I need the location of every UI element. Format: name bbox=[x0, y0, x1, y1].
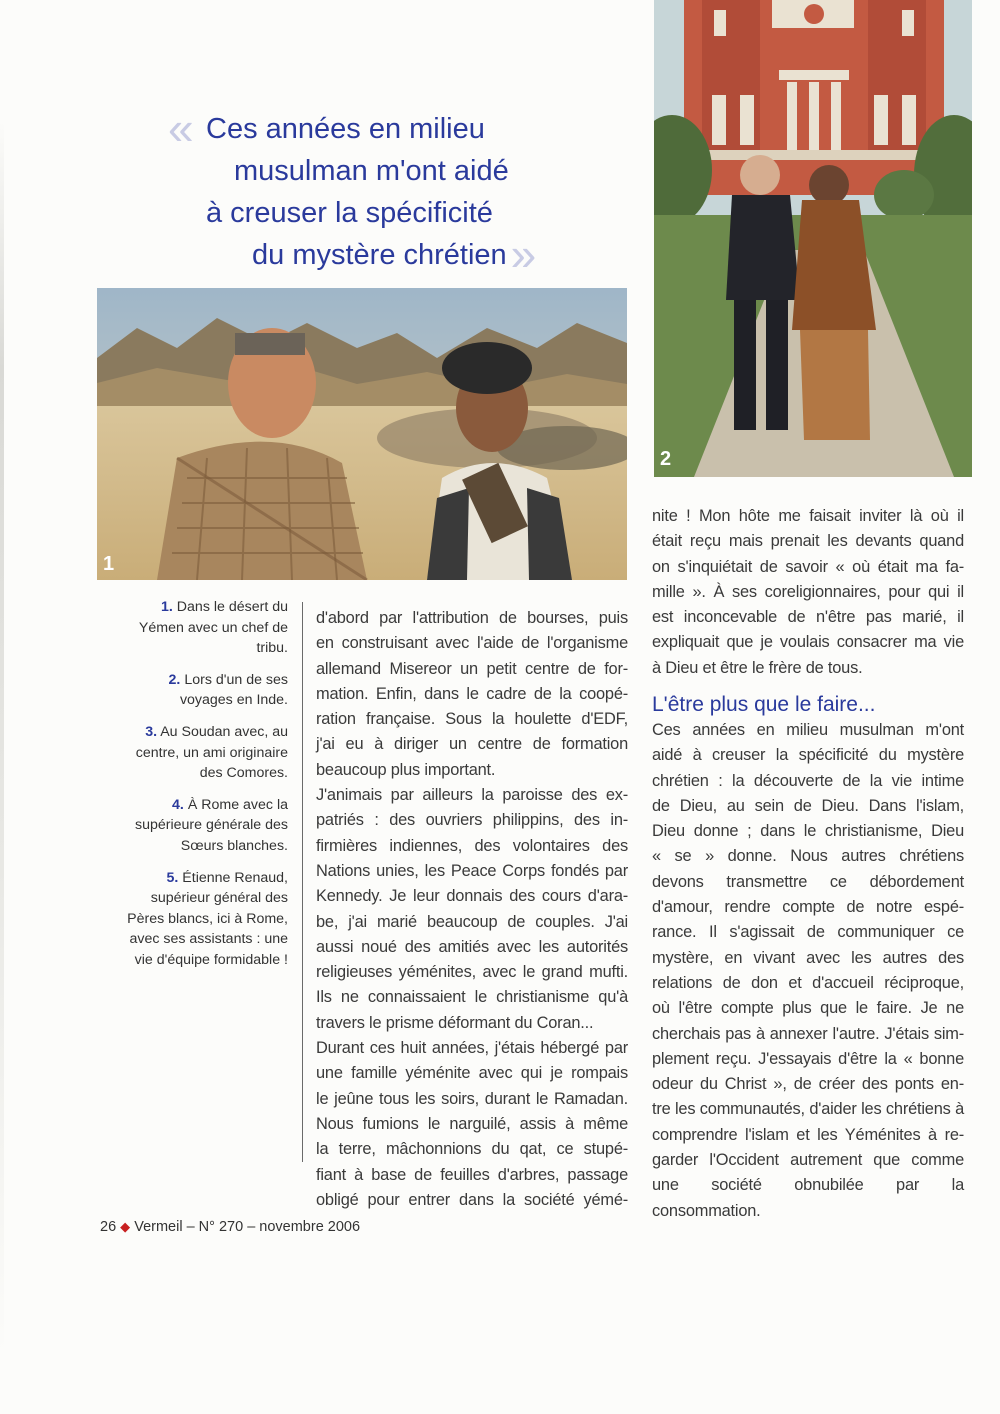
body-line: tre les communautés, d'aider les chrétiens à bbox=[652, 1100, 964, 1119]
caption-item bbox=[120, 795, 288, 857]
body-line: fiant à base de feuilles d'arbres, passage bbox=[316, 1165, 628, 1184]
body-line: en construisant avec l'aide de l'organisme bbox=[316, 634, 628, 653]
body-line: une famille yéménite avec qui je rompais bbox=[316, 1064, 628, 1083]
caption-number: 3. bbox=[145, 723, 158, 740]
body-line: Nations unies, les Peace Corps fondés par bbox=[316, 861, 628, 880]
photo-yemen-desert bbox=[97, 288, 627, 580]
body-line: expliquait que je voulais consacrer ma vie bbox=[652, 633, 964, 652]
article-column-right-lower bbox=[652, 718, 964, 1224]
page-footer bbox=[100, 1219, 360, 1235]
body-line: beaucoup plus important. bbox=[316, 760, 496, 779]
body-line: odeur du Christ », de créer des ponts en- bbox=[652, 1075, 964, 1094]
page-number: 26 bbox=[100, 1219, 117, 1235]
body-line: Ils ne connaissaient le christianisme qu'à bbox=[316, 988, 628, 1007]
pull-quote-line bbox=[168, 228, 548, 280]
body-line: est inconcevable de n'être pas marié, il bbox=[652, 608, 964, 627]
body-line: une société obnubilée par la consommation. bbox=[652, 1176, 964, 1220]
caption-text: Au Soudan avec, au centre, un ami originaire des Comores. bbox=[135, 723, 288, 782]
section-subheading: L'être plus que le faire... bbox=[652, 693, 876, 716]
body-line: « se » donne. Nous autres chrétiens bbox=[652, 847, 964, 866]
body-line: le jeûne tous les soirs, durant le Ramadan. bbox=[316, 1089, 628, 1108]
photo-captions bbox=[120, 597, 288, 982]
body-line: Ces années en milieu musulman m'ont bbox=[652, 721, 964, 739]
article-column-right bbox=[652, 504, 964, 681]
body-line: mation. Enfin, dans le cadre de la coopé- bbox=[316, 684, 628, 703]
close-quote-mark: » bbox=[510, 228, 537, 280]
body-line: comprendre l'islam et les Yéménites à re- bbox=[652, 1125, 964, 1144]
body-line: firmières indiennes, des volontaires des bbox=[316, 836, 628, 855]
body-line: ration française. Sous la houlette d'EDF, bbox=[316, 710, 628, 729]
body-line: Durant ces huit années, j'étais hébergé par bbox=[316, 1039, 628, 1058]
body-line: on s'inquiétait de savoir « où était ma fa- bbox=[652, 557, 964, 576]
caption-number: 5. bbox=[166, 869, 179, 886]
body-line: rance. Il s'agissait de communiquer ce bbox=[652, 923, 964, 942]
pull-quote-line: à creuser la spécificité bbox=[206, 197, 493, 229]
body-line: devons transmettre ce débordement bbox=[652, 872, 964, 891]
body-line: patriés : des ouvriers philippins, des in- bbox=[316, 811, 628, 830]
body-line: Nous fumions le narguilé, assis à même bbox=[316, 1114, 628, 1133]
caption-item bbox=[120, 597, 288, 659]
body-line: travers le prisme déformant du Coran... bbox=[316, 1013, 594, 1032]
body-line: était reçu mais prenait les devants quand bbox=[652, 532, 964, 551]
caption-text: Dans le désert du Yémen avec un chef de tribu. bbox=[138, 599, 288, 657]
body-line: d'amour, rendre compte de notre espé- bbox=[652, 898, 964, 917]
body-line: Kennedy. Je leur donnais des cours d'ara- bbox=[316, 887, 628, 906]
scan-edge bbox=[0, 120, 4, 1360]
pull-quote bbox=[168, 102, 548, 280]
body-line: mystère, en vivant avec les autres des bbox=[652, 948, 964, 967]
caption-number: 2. bbox=[168, 671, 181, 688]
body-line: cherchais pas à annexer l'autre. J'étais sim- bbox=[652, 1024, 964, 1043]
body-line: garder l'Occident autrement que comme bbox=[652, 1151, 964, 1170]
body-line: religieuses yéménites, avec le grand mufti. bbox=[316, 963, 628, 982]
photo-india-church bbox=[654, 0, 972, 477]
body-line: j'ai eu à diriger un centre de formation bbox=[316, 735, 628, 754]
caption-number: 4. bbox=[172, 796, 184, 813]
caption-text: Étienne Renaud, supérieur général des Pères blancs, ici à Rome, avec ses assistants : une vie d'équipe formidable ! bbox=[127, 869, 288, 968]
diamond-icon: ◆ bbox=[120, 1219, 131, 1234]
caption-item bbox=[120, 722, 288, 784]
caption-number: 1. bbox=[161, 599, 173, 615]
body-line: où l'être compte plus que le faire. Je ne bbox=[652, 999, 964, 1018]
caption-item bbox=[120, 670, 288, 711]
pull-quote-line: musulman m'ont aidé bbox=[234, 155, 509, 187]
body-line: J'animais par ailleurs la paroisse des ex- bbox=[316, 786, 628, 805]
open-quote-mark: « bbox=[168, 102, 194, 154]
body-line: aussi noué des amitiés avec les autorités bbox=[316, 937, 628, 956]
body-line: Dieu donne ; dans le christianisme, Dieu bbox=[652, 822, 964, 841]
body-line: relations de don et d'accueil réciproque, bbox=[652, 973, 964, 992]
photo-number: 2 bbox=[660, 448, 672, 470]
body-line: be, j'ai marié beaucoup de couples. J'ai bbox=[316, 912, 628, 931]
body-line: nite ! Mon hôte me faisait inviter là où il bbox=[652, 507, 964, 525]
caption-text: Lors d'un de ses voyages en Inde. bbox=[179, 671, 288, 709]
article-column-middle bbox=[316, 606, 628, 1213]
body-line: obligé pour entrer dans la société yémé- bbox=[316, 1190, 628, 1209]
body-line: la terre, mâchonnions du qat, ce stupé- bbox=[316, 1140, 628, 1159]
footer-publication: Vermeil – N° 270 – novembre 2006 bbox=[134, 1219, 361, 1235]
body-line: de Dieu, au sein de Dieu. Dans l'islam, bbox=[652, 796, 964, 815]
caption-text: À Rome avec la supérieure générale des Sœurs blanches. bbox=[134, 796, 288, 854]
body-line: d'abord par l'attribution de bourses, puis bbox=[316, 609, 628, 627]
body-line: aidé à creuser la spécificité du mystère bbox=[652, 746, 964, 765]
column-divider bbox=[302, 602, 303, 1162]
pull-quote-line: Ces années en milieu bbox=[206, 113, 485, 145]
body-line: mille ». À ses coreligionnaires, pour qui il bbox=[652, 582, 964, 601]
photo-number: 1 bbox=[103, 553, 115, 575]
church-illustration bbox=[654, 0, 972, 477]
body-line: à Dieu et être le frère de tous. bbox=[652, 658, 863, 677]
body-line: plement reçu. J'essayais d'être la « bonne bbox=[652, 1049, 964, 1068]
pull-quote-last-text: du mystère chrétien bbox=[252, 239, 507, 271]
desert-illustration bbox=[97, 288, 627, 580]
body-line: allemand Misereor un petit centre de for- bbox=[316, 659, 628, 678]
caption-item bbox=[120, 868, 288, 971]
body-line: chrétien : la découverte de la vie intime bbox=[652, 771, 964, 790]
